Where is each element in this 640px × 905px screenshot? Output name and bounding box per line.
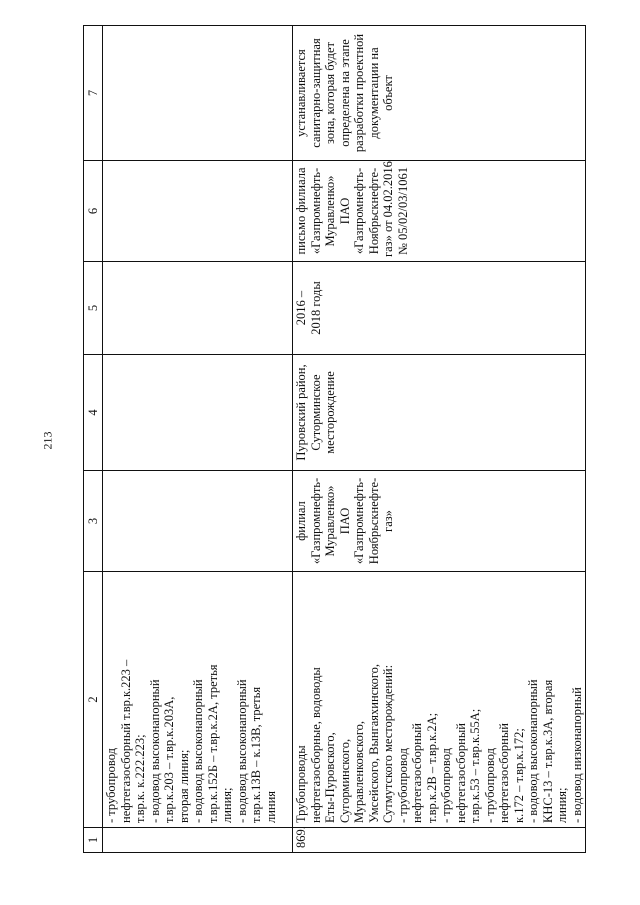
text-line: Сугорминского, [337,738,352,823]
rotated-table-sheet [83,33,584,853]
text-line: документации на [366,47,381,139]
object-description-cell [293,572,586,828]
text-line: т.вр.к.2В – т.вр.к.2А; [424,712,439,823]
text-line: устанавливается [294,49,308,137]
text-line: Еты-Пуровского, [323,732,337,823]
text-line: - трубопровод [439,748,453,823]
row-number-cell: 869. [293,828,586,853]
text-line: т.вр.к.203 – т.вр.к.203А, [162,696,176,823]
text-line: - трубопровод [482,748,497,823]
text-line: т.вр.к.152Б – т.вр.к.2А, третья [205,664,220,823]
text-line: Муравленко» [323,485,337,557]
data-table [83,25,586,853]
text-line: Трубопроводы [294,745,308,823]
text-line: Ноябрьскнефте- [366,167,381,255]
text-line: «Газпромнефть- [308,477,323,565]
note-cell [293,26,586,161]
table-cell [103,355,293,471]
column-header-3: 3 [84,471,103,572]
text-line: № 05/02/03/1061 [395,167,410,255]
text-line: санитарно-защитная [308,38,323,148]
text-line: месторождение [323,371,337,454]
text-line: газ» от 04.02.2016 [381,161,395,257]
column-header-6: 6 [84,161,103,262]
table-row-continuation [103,26,293,853]
text-line: - водовод высоконапорный [234,679,249,823]
text-line: - трубопровод [395,748,410,823]
text-line: - водовод высоконапорный [526,679,540,823]
text-line: линия [263,790,278,823]
text-line: газ» [381,510,395,532]
text-line: Пуровский район, [294,364,308,461]
period-cell [293,262,586,355]
text-line: объект [381,75,395,111]
column-header-2: 2 [84,572,103,828]
column-header-5: 5 [84,262,103,355]
text-line: «Газпромнефть- [308,167,323,255]
text-line: нефтегазосборный [497,723,511,823]
text-line: нефтегазосборные, водоводы [308,667,323,823]
text-line: Ноябрьскнефте- [366,477,381,565]
column-header-1: 1 [84,828,103,853]
row-number-cell [103,828,293,853]
text-line: 2016 – [294,290,308,326]
table-cell [103,471,293,572]
column-header-7: 7 [84,26,103,161]
table-row-869 [293,26,586,853]
text-line: зона, которая будет [323,41,337,145]
text-line: к.172 – т.вр.к.172; [511,728,526,823]
table-cell [103,26,293,161]
text-line: т.вр.к. к.222.223; [133,734,147,823]
text-line: нефтегазосборный [410,723,424,823]
column-header-4: 4 [84,355,103,471]
text-line: нефтегазосборный [453,723,468,823]
text-line: вторая линия; [176,749,191,823]
text-line: письмо филиала [294,167,308,255]
text-line: - водовод высоконапорный [147,679,162,823]
text-line: Сутмутского месторождений: [381,664,395,823]
text-line: Суторминское [308,374,323,451]
object-description-cell [103,572,293,828]
text-line: определена на этапе [337,39,352,147]
text-line: Муравленковского, [352,720,366,823]
page-number: 213 [40,431,55,450]
text-line: 2018 годы [308,281,323,335]
text-line: Умсейского, Вынгаяхинского, [366,663,381,823]
text-line: - водовод высоконапорный [191,679,205,823]
text-line: «Газпромнефть- [352,477,366,565]
text-line: т.вр.к.13В – к.13В, третья [249,686,263,823]
column-header-row [84,26,103,853]
text-line: КНС-13 – т.вр.к.3А, вторая [540,679,555,823]
text-line: линия; [555,787,569,823]
text-line: разработки проектной [352,33,366,153]
text-line: т.вр.к.53 – т.вр.к.55А; [468,708,482,823]
text-line: филиал [294,501,308,541]
text-line: ПАО [337,507,352,535]
table-cell [103,161,293,262]
text-line: ПАО [337,197,352,225]
text-line: Муравленко» [323,175,337,247]
location-cell [293,355,586,471]
text-line: «Газпромнефть- [352,167,366,255]
text-line: - трубопровод [104,748,118,823]
operator-cell [293,471,586,572]
text-line: линия; [220,787,234,823]
text-line: нефтегазосборный т.вр.к.223 – [118,659,133,823]
text-line: - водовод низконапорный [569,687,584,823]
basis-document-cell [293,161,586,262]
table-cell [103,262,293,355]
